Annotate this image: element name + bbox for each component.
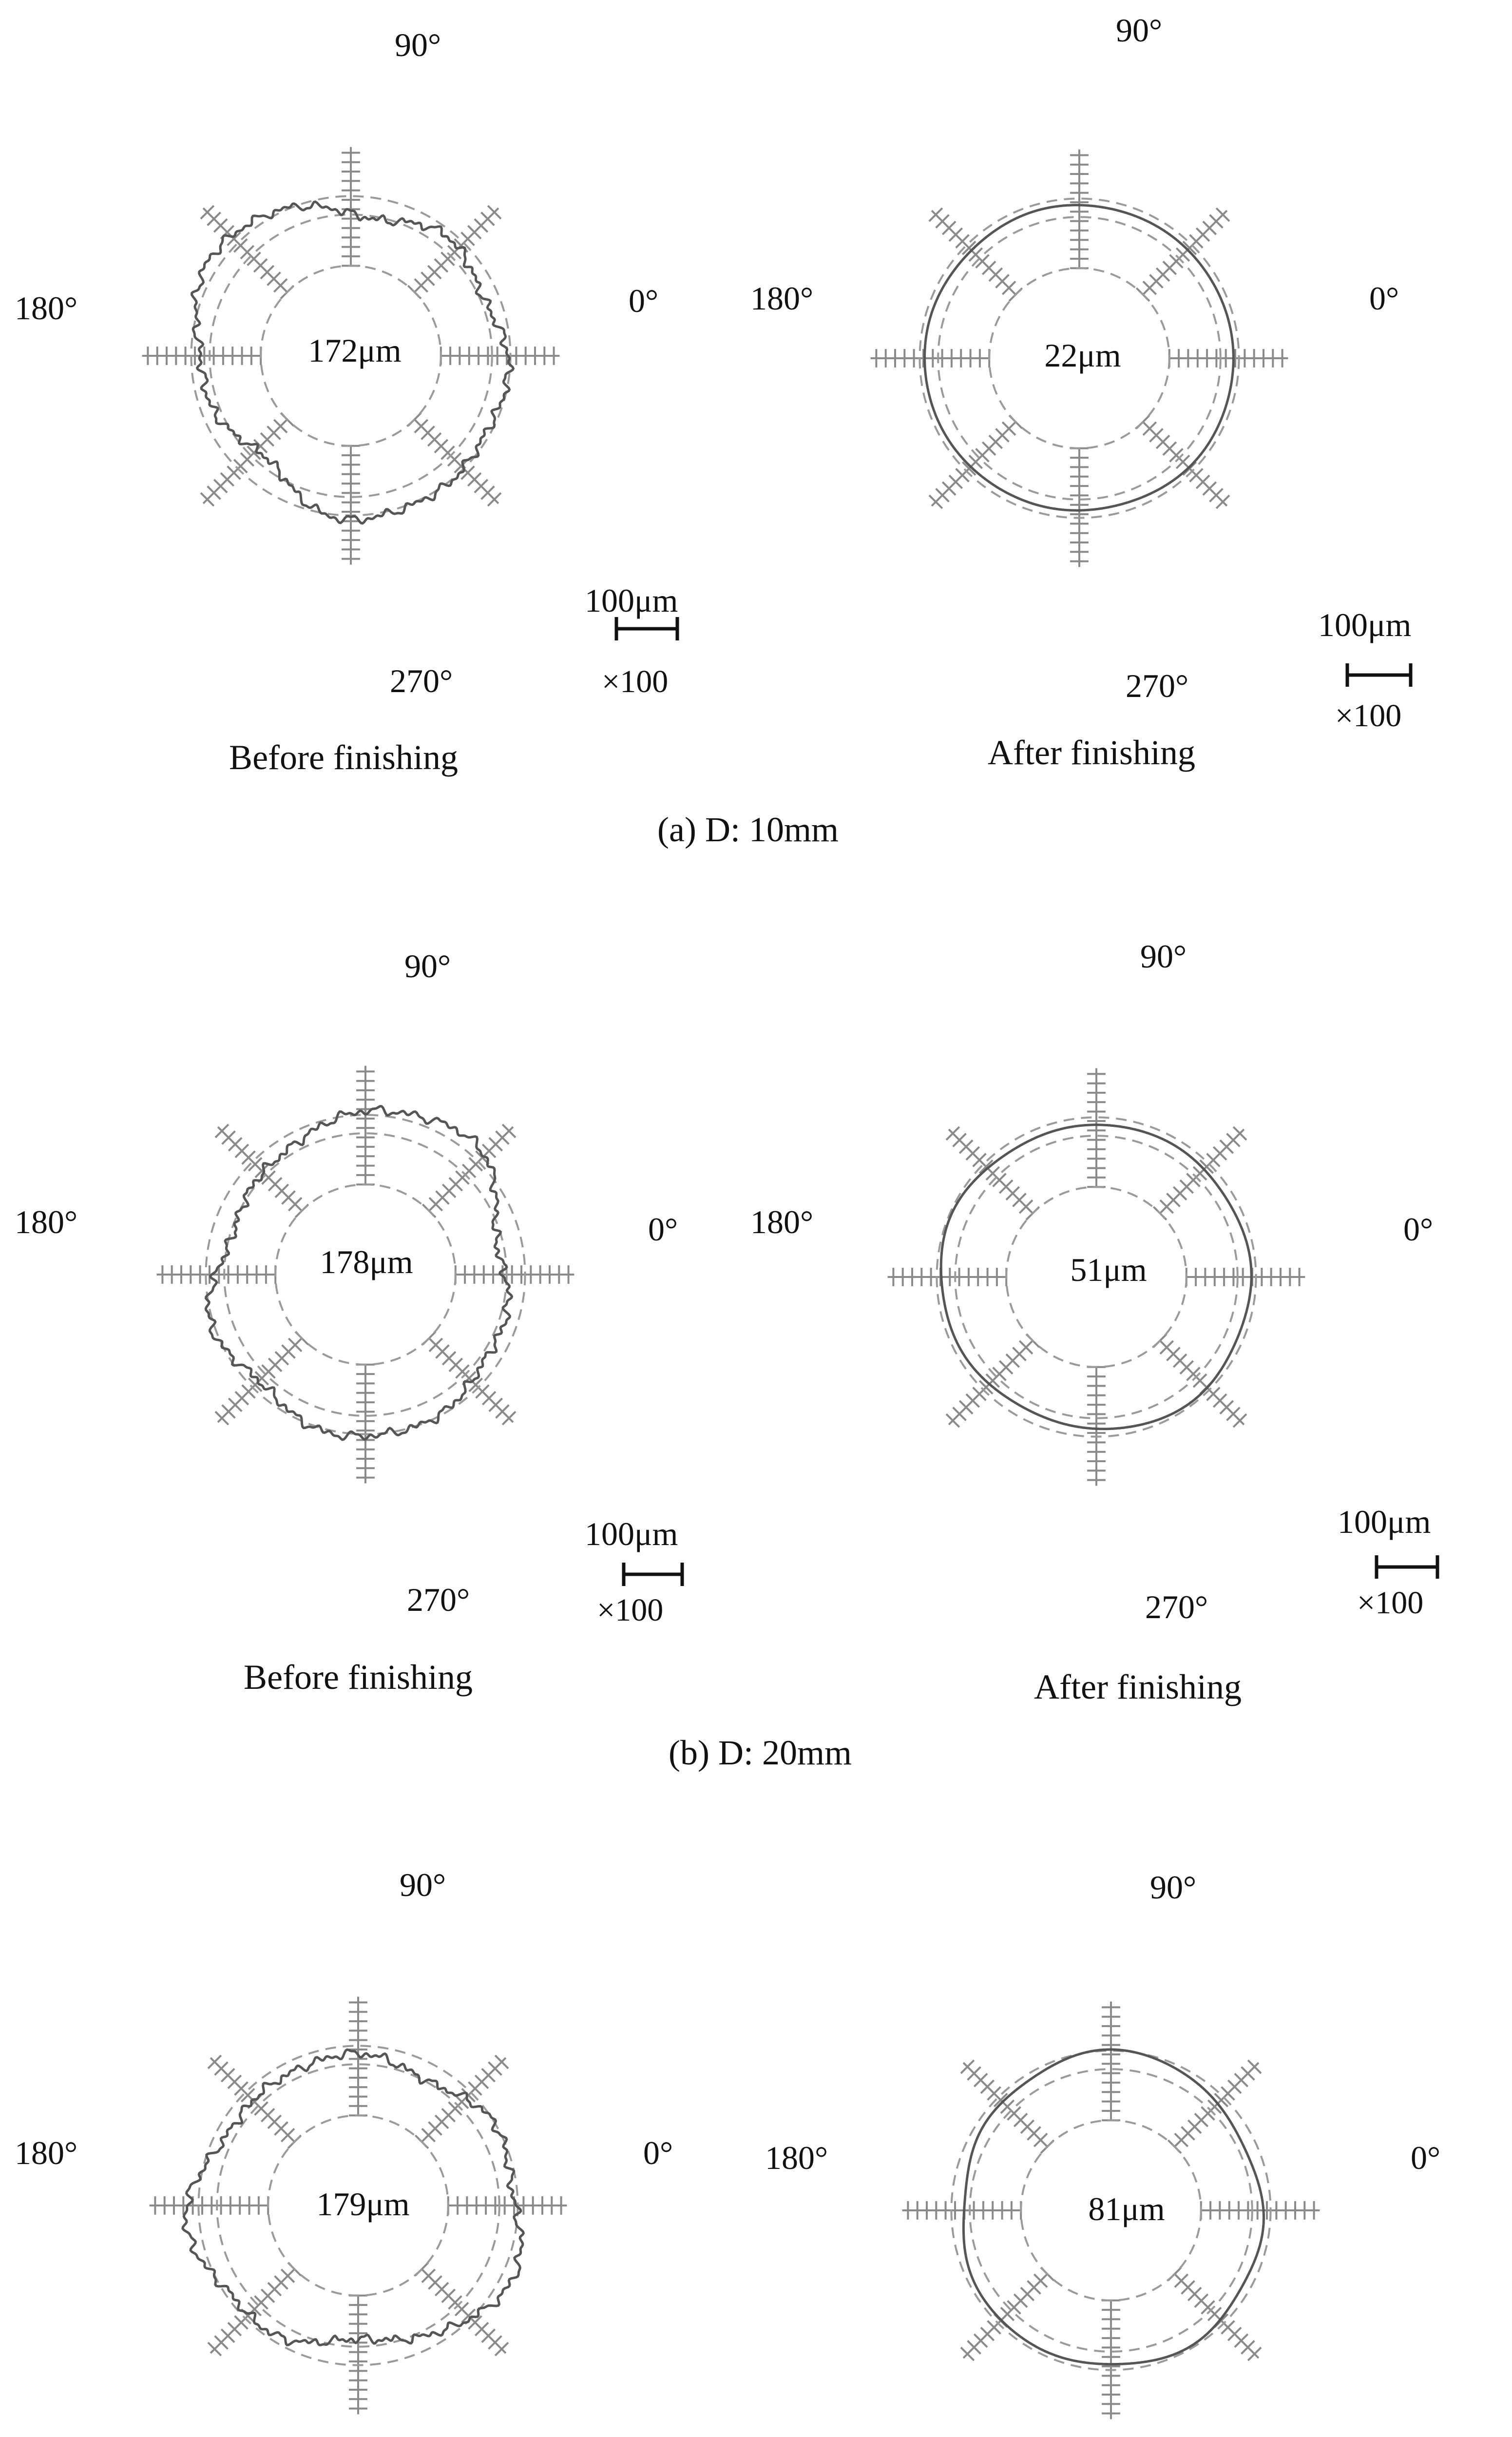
- center-roundness-label: 178μm: [320, 1243, 413, 1280]
- angle-label-270: 270°: [1126, 667, 1189, 704]
- angle-label-180: 180°: [15, 290, 78, 327]
- magnification-label: ×100: [597, 1592, 664, 1628]
- center-roundness-label: 179μm: [316, 2186, 410, 2223]
- angle-label-0: 0°: [1369, 280, 1399, 317]
- angle-label-270: 270°: [390, 662, 453, 699]
- scale-label: 100μm: [585, 1515, 678, 1552]
- row-caption: (b) D: 20mm: [669, 1733, 852, 1772]
- center-roundness-label: 51μm: [1070, 1251, 1147, 1288]
- row-caption: (a) D: 10mm: [657, 810, 839, 849]
- magnification-label: ×100: [1357, 1585, 1424, 1621]
- angle-label-180: 180°: [750, 280, 814, 317]
- angle-label-90: 90°: [1116, 12, 1163, 49]
- center-roundness-label: 172μm: [308, 332, 402, 369]
- angle-label-0: 0°: [648, 1211, 678, 1248]
- angle-label-90: 90°: [1140, 938, 1187, 975]
- angle-label-180: 180°: [765, 2139, 828, 2176]
- magnification-label: ×100: [1335, 698, 1402, 734]
- angle-label-180: 180°: [750, 1203, 814, 1240]
- angle-label-0: 0°: [629, 282, 659, 319]
- angle-label-180: 180°: [15, 1203, 78, 1240]
- panel-subtitle: Before finishing: [244, 1658, 473, 1697]
- panel-subtitle: After finishing: [1034, 1667, 1242, 1706]
- angle-label-180: 180°: [15, 2134, 78, 2171]
- angle-label-90: 90°: [395, 26, 441, 63]
- panel-subtitle: Before finishing: [229, 738, 458, 777]
- center-roundness-label: 81μm: [1088, 2190, 1165, 2227]
- angle-label-270: 270°: [407, 1581, 470, 1618]
- angle-label-270: 270°: [1145, 1588, 1208, 1625]
- angle-label-0: 0°: [643, 2134, 673, 2171]
- angle-label-90: 90°: [1150, 1869, 1197, 1906]
- panel-subtitle: After finishing: [988, 733, 1195, 772]
- scale-label: 100μm: [1338, 1503, 1431, 1540]
- angle-label-0: 0°: [1403, 1211, 1434, 1248]
- center-roundness-label: 22μm: [1044, 337, 1121, 374]
- magnification-label: ×100: [602, 664, 669, 699]
- angle-label-0: 0°: [1411, 2139, 1441, 2176]
- angle-label-90: 90°: [404, 948, 451, 985]
- scale-label: 100μm: [1318, 606, 1412, 643]
- angle-label-90: 90°: [400, 1866, 446, 1903]
- scale-label: 100μm: [585, 582, 678, 619]
